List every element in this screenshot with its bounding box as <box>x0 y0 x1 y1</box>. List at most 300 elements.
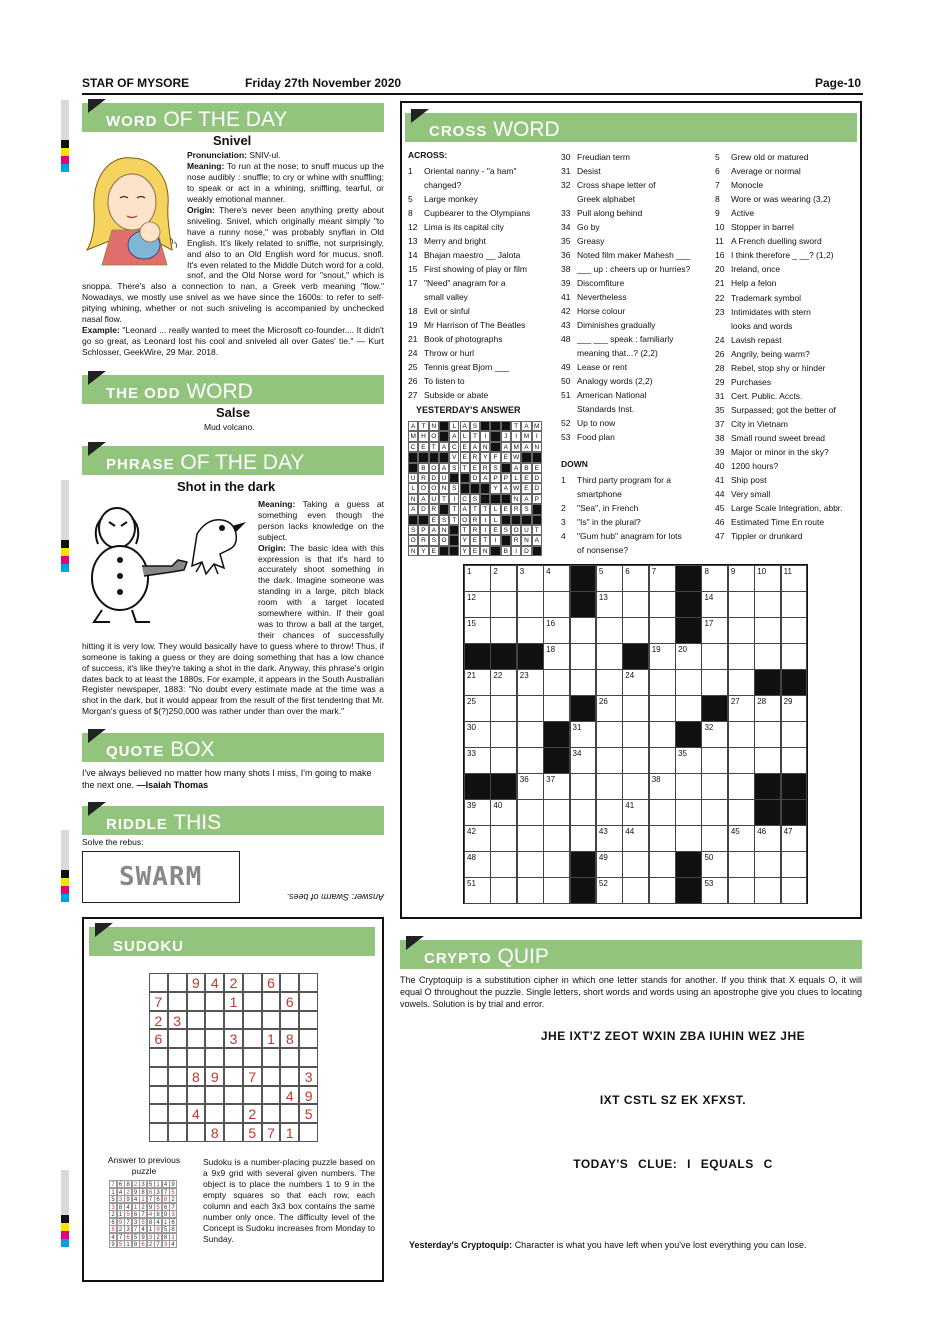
crossword-cell[interactable]: 23 <box>517 669 544 696</box>
crossword-cell[interactable]: 53 <box>701 877 728 904</box>
crossword-cell[interactable] <box>701 799 728 826</box>
sudoku-cell[interactable] <box>299 1048 318 1067</box>
sudoku-cell[interactable] <box>299 1011 318 1030</box>
crossword-cell[interactable] <box>570 825 597 852</box>
yesterday-cell: I <box>449 494 459 504</box>
crossword-cell[interactable] <box>622 695 649 722</box>
sudoku-cell: 9 <box>187 973 206 992</box>
down-label: DOWN <box>561 459 588 469</box>
crossword-cell[interactable]: 30 <box>464 721 491 748</box>
sudoku-cell[interactable] <box>262 1086 281 1105</box>
crossword-cell[interactable] <box>490 851 517 878</box>
crossword-cell[interactable]: 9 <box>728 565 755 592</box>
crossword-cell[interactable]: 41 <box>622 799 649 826</box>
crossword-cell[interactable] <box>570 617 597 644</box>
crossword-cell[interactable]: 10 <box>754 565 781 592</box>
crossword-cell[interactable] <box>701 773 728 800</box>
yesterday-cell: E <box>429 546 439 556</box>
yesterday-cell: A <box>418 494 428 504</box>
crossword-cell[interactable] <box>701 825 728 852</box>
clue-col3-6: 6 Average or normal <box>715 166 801 177</box>
corner-triangle-icon <box>95 923 113 937</box>
sudoku-cell[interactable] <box>168 1086 187 1105</box>
crossword-cell[interactable]: 37 <box>543 773 570 800</box>
yesterday-cell: A <box>460 421 470 431</box>
crossword-cell[interactable] <box>781 747 808 774</box>
crossword-cell[interactable] <box>596 669 623 696</box>
clue-col1-24: 24 Throw or hurl <box>408 348 475 358</box>
crossword-cell[interactable] <box>517 877 544 904</box>
crossword-cell[interactable]: 42 <box>464 825 491 852</box>
crossword-cell[interactable]: 4 <box>543 565 570 592</box>
crossword-cell[interactable] <box>596 773 623 800</box>
crossword-cell[interactable] <box>701 643 728 670</box>
sudoku-cell: 4 <box>187 1104 206 1123</box>
crossword-cell[interactable]: 49 <box>596 851 623 878</box>
crossword-cell[interactable] <box>570 669 597 696</box>
sudoku-cell[interactable] <box>224 1011 243 1030</box>
crossword-cell[interactable]: 45 <box>728 825 755 852</box>
sudoku-cell[interactable] <box>205 1086 224 1105</box>
yesterday-cell: R <box>470 515 480 525</box>
sudoku-cell[interactable] <box>205 992 224 1011</box>
sudoku-cell[interactable] <box>187 1029 206 1048</box>
crossword-cell[interactable] <box>649 669 676 696</box>
crossword-cell[interactable] <box>596 721 623 748</box>
crossword-cell[interactable] <box>517 799 544 826</box>
clue-col1-27: 27 Subside or abate <box>408 390 489 400</box>
crossword-cell[interactable] <box>728 591 755 618</box>
crossword-cell[interactable]: 46 <box>754 825 781 852</box>
clue-col3-23: 23 Intimidates with stern looks and words <box>715 306 811 331</box>
crossword-cell[interactable] <box>675 773 702 800</box>
yesterday-cell: M <box>511 442 521 452</box>
clue-col2a-35: 35 Greasy <box>561 236 605 246</box>
sudoku-cell[interactable] <box>205 1029 224 1048</box>
crossword-cell[interactable]: 1 <box>464 565 491 592</box>
crossword-cell[interactable] <box>490 617 517 644</box>
yesterday-answer-label: YESTERDAY'S ANSWER <box>416 405 521 415</box>
crossword-cell[interactable] <box>781 591 808 618</box>
clue-col3-28: 28 Rebel, stop shy or hinder <box>715 362 826 373</box>
crossword-cell[interactable] <box>543 669 570 696</box>
yesterday-cell: I <box>511 431 521 441</box>
crossword-cell[interactable]: 43 <box>596 825 623 852</box>
crossword-cell[interactable]: 19 <box>649 643 676 670</box>
sudoku-cell[interactable] <box>149 1048 168 1067</box>
crossword-block <box>570 565 597 592</box>
crossword-cell[interactable] <box>675 825 702 852</box>
crossword-cell[interactable] <box>596 747 623 774</box>
crossword-cell[interactable]: 50 <box>701 851 728 878</box>
crossword-cell[interactable]: 27 <box>728 695 755 722</box>
sudoku-cell[interactable] <box>168 973 187 992</box>
sudoku-answer-cell: 8 <box>124 1180 132 1188</box>
crossword-cell[interactable] <box>649 799 676 826</box>
crossword-cell[interactable] <box>596 617 623 644</box>
sudoku-cell[interactable] <box>299 1029 318 1048</box>
crossword-cell[interactable] <box>517 617 544 644</box>
corner-triangle-icon <box>406 936 424 950</box>
sudoku-cell[interactable] <box>168 1104 187 1123</box>
sudoku-answer-cell: 4 <box>124 1203 132 1211</box>
sudoku-cell[interactable] <box>299 1123 318 1142</box>
color-registration-mark <box>61 870 69 902</box>
yesterday-cell: Y <box>460 535 470 545</box>
crossword-cell[interactable] <box>517 591 544 618</box>
crossword-cell[interactable] <box>622 851 649 878</box>
yesterday-cell: U <box>408 473 418 483</box>
sudoku-cell[interactable] <box>280 1104 299 1123</box>
word-of-day-title: Snivel <box>213 133 252 148</box>
sudoku-cell[interactable] <box>168 1029 187 1048</box>
crossword-block <box>675 617 702 644</box>
crossword-cell[interactable] <box>728 851 755 878</box>
crossword-cell[interactable] <box>701 747 728 774</box>
sudoku-cell[interactable] <box>187 1048 206 1067</box>
sudoku-cell[interactable] <box>205 1048 224 1067</box>
crossword-cell[interactable]: 8 <box>701 565 728 592</box>
sudoku-answer-cell: 9 <box>169 1180 177 1188</box>
crossword-block <box>517 643 544 670</box>
clue-col1-8: 8 Cupbearer to the Olympians <box>408 208 531 218</box>
yesterday-cell: I <box>480 431 490 441</box>
crossword-cell[interactable]: 18 <box>543 643 570 670</box>
yesterday-cell: O <box>511 525 521 535</box>
crossword-cell[interactable] <box>490 721 517 748</box>
sudoku-answer-cell: 2 <box>147 1240 155 1248</box>
sudoku-cell[interactable] <box>149 1123 168 1142</box>
crossword-cell[interactable] <box>622 721 649 748</box>
crossword-cell[interactable] <box>649 695 676 722</box>
corner-triangle-icon <box>88 802 106 816</box>
crossword-cell[interactable]: 14 <box>701 591 728 618</box>
crossword-cell[interactable] <box>728 643 755 670</box>
crossword-cell[interactable] <box>622 773 649 800</box>
crossword-cell[interactable]: 31 <box>570 721 597 748</box>
crossword-cell[interactable]: 33 <box>464 747 491 774</box>
yesterday-cell <box>490 431 500 441</box>
crossword-cell[interactable] <box>675 695 702 722</box>
yesterday-cell <box>439 421 449 431</box>
sudoku-cell[interactable] <box>187 1123 206 1142</box>
yesterday-cell: A <box>439 463 449 473</box>
crossword-cell[interactable] <box>517 721 544 748</box>
yesterday-cell: S <box>470 421 480 431</box>
sudoku-cell[interactable] <box>224 1067 243 1086</box>
crossword-cell[interactable]: 2 <box>490 565 517 592</box>
crossword-cell[interactable] <box>728 669 755 696</box>
sudoku-answer-cell: 9 <box>117 1218 125 1226</box>
yesterday-cell: U <box>439 473 449 483</box>
yesterday-cell <box>532 546 542 556</box>
crossword-cell[interactable] <box>781 851 808 878</box>
sudoku-answer-cell: 7 <box>117 1233 125 1241</box>
crossword-cell[interactable]: 28 <box>754 695 781 722</box>
crossword-cell[interactable] <box>543 695 570 722</box>
crossword-cell[interactable]: 5 <box>596 565 623 592</box>
crossword-cell[interactable] <box>570 643 597 670</box>
sudoku-answer-cell: 5 <box>147 1180 155 1188</box>
crossword-cell[interactable] <box>596 799 623 826</box>
crossword-cell[interactable] <box>649 851 676 878</box>
sudoku-cell[interactable] <box>224 1048 243 1067</box>
crossword-cell[interactable]: 13 <box>596 591 623 618</box>
clue-col2b-4: 4 "Gum hub" anagram for lots of nonsense? <box>561 531 682 555</box>
sudoku-cell[interactable] <box>168 1048 187 1067</box>
clue-col3-38: 38 Small round sweet bread <box>715 433 826 443</box>
yesterday-cell: N <box>439 483 449 493</box>
sudoku-cell[interactable] <box>168 1067 187 1086</box>
sudoku-answer-cell: 2 <box>109 1210 117 1218</box>
sudoku-cell[interactable] <box>243 992 262 1011</box>
crossword-cell[interactable] <box>649 877 676 904</box>
sudoku-cell[interactable] <box>187 1011 206 1030</box>
clue-col3-26: 26 Angrily, being warm? <box>715 348 810 359</box>
crossword-cell[interactable]: 21 <box>464 669 491 696</box>
phrase-title: Shot in the dark <box>177 479 276 494</box>
crossword-block <box>781 799 808 826</box>
sudoku-answer-cell: 6 <box>147 1188 155 1196</box>
yesterday-cell: E <box>521 483 531 493</box>
crossword-cell[interactable]: 40 <box>490 799 517 826</box>
sudoku-answer-cell: 1 <box>132 1203 140 1211</box>
clue-col3-20: 20 Ireland, once <box>715 264 781 275</box>
crossword-cell[interactable] <box>543 851 570 878</box>
crossword-cell[interactable] <box>517 695 544 722</box>
sudoku-cell[interactable] <box>299 992 318 1011</box>
yesterday-cell: E <box>501 504 511 514</box>
crossword-cell[interactable] <box>781 617 808 644</box>
sudoku-cell[interactable] <box>243 1086 262 1105</box>
crossword-cell[interactable]: 35 <box>675 747 702 774</box>
crossword-cell[interactable]: 12 <box>464 591 491 618</box>
crossword-cell[interactable]: 25 <box>464 695 491 722</box>
crossword-cell[interactable]: 22 <box>490 669 517 696</box>
crossword-cell[interactable] <box>781 877 808 904</box>
yesterday-cell <box>439 504 449 514</box>
sudoku-cell[interactable] <box>280 1011 299 1030</box>
yesterday-cell: A <box>439 442 449 452</box>
crossword-grid[interactable] <box>463 564 808 904</box>
sudoku-cell[interactable] <box>280 973 299 992</box>
clue-col2a-49: 49 Lease or rent <box>561 362 628 372</box>
crossword-cell[interactable] <box>649 591 676 618</box>
sudoku-cell[interactable] <box>149 1067 168 1086</box>
crossword-cell[interactable]: 11 <box>781 565 808 592</box>
sudoku-cell[interactable] <box>243 973 262 992</box>
crossword-cell[interactable] <box>543 591 570 618</box>
sudoku-cell[interactable] <box>243 1011 262 1030</box>
crossword-cell[interactable] <box>754 617 781 644</box>
crossword-cell[interactable] <box>754 643 781 670</box>
crossword-cell[interactable]: 15 <box>464 617 491 644</box>
crossword-cell[interactable] <box>754 877 781 904</box>
crossword-block <box>701 695 728 722</box>
yesterday-cell: P <box>532 494 542 504</box>
sudoku-cell[interactable] <box>280 1048 299 1067</box>
sudoku-cell[interactable] <box>299 973 318 992</box>
crossword-cell[interactable]: 34 <box>570 747 597 774</box>
sudoku-answer-cell: 6 <box>117 1180 125 1188</box>
yesterday-cell: D <box>532 473 542 483</box>
crossword-cell[interactable] <box>754 747 781 774</box>
sudoku-cell[interactable] <box>243 1029 262 1048</box>
yesterday-cell: E <box>501 452 511 462</box>
clue-col1-1: 1 Oriental nanny - "a ham" changed? <box>408 166 517 190</box>
crossword-cell[interactable] <box>649 617 676 644</box>
crossword-cell[interactable] <box>754 721 781 748</box>
crossword-cell[interactable]: 7 <box>649 565 676 592</box>
crossword-cell[interactable]: 38 <box>649 773 676 800</box>
crossword-cell[interactable] <box>754 851 781 878</box>
crossword-cell[interactable] <box>543 877 570 904</box>
clue-col3-24: 24 Lavish repast <box>715 334 782 345</box>
crossword-cell[interactable]: 3 <box>517 565 544 592</box>
crossword-cell[interactable]: 51 <box>464 877 491 904</box>
crossword-cell[interactable] <box>728 877 755 904</box>
crossword-cell[interactable] <box>490 825 517 852</box>
crossword-cell[interactable] <box>543 825 570 852</box>
crossword-cell[interactable] <box>622 591 649 618</box>
crossword-cell[interactable] <box>622 747 649 774</box>
sudoku-answer-cell: 5 <box>169 1188 177 1196</box>
crossword-block <box>754 669 781 696</box>
sudoku-cell[interactable] <box>149 1104 168 1123</box>
crossword-block <box>675 877 702 904</box>
crossword-cell[interactable]: 17 <box>701 617 728 644</box>
crossword-cell[interactable] <box>754 591 781 618</box>
sudoku-cell[interactable] <box>224 1086 243 1105</box>
sudoku-cell[interactable] <box>243 1048 262 1067</box>
crossword-cell[interactable] <box>781 721 808 748</box>
crossword-cell[interactable] <box>570 799 597 826</box>
crossword-cell[interactable] <box>517 747 544 774</box>
crossword-cell[interactable]: 20 <box>675 643 702 670</box>
crossword-cell[interactable] <box>701 669 728 696</box>
clue-col3-7: 7 Monocle <box>715 180 764 191</box>
sudoku-cell[interactable] <box>205 1011 224 1030</box>
yesterday-cell: A <box>521 421 531 431</box>
crossword-cell[interactable] <box>649 721 676 748</box>
yesterday-cell <box>449 535 459 545</box>
sudoku-cell[interactable] <box>280 1067 299 1086</box>
crossword-cell[interactable] <box>728 721 755 748</box>
crossword-cell[interactable]: 39 <box>464 799 491 826</box>
sudoku-cell[interactable] <box>262 1104 281 1123</box>
crossword-cell[interactable]: 29 <box>781 695 808 722</box>
yesterday-cell <box>449 525 459 535</box>
yesterday-cell: E <box>490 525 500 535</box>
crossword-cell[interactable] <box>622 877 649 904</box>
crossword-cell[interactable]: 44 <box>622 825 649 852</box>
yesterday-cell: W <box>511 483 521 493</box>
crossword-block <box>543 747 570 774</box>
yesterday-cell <box>501 515 511 525</box>
sudoku-cell[interactable] <box>187 992 206 1011</box>
crossword-cell[interactable] <box>728 617 755 644</box>
sudoku-cell[interactable] <box>262 1011 281 1030</box>
crossword-cell[interactable] <box>596 643 623 670</box>
print-margin-strip <box>61 480 69 540</box>
crossword-cell[interactable]: 26 <box>596 695 623 722</box>
crossword-cell[interactable] <box>728 773 755 800</box>
sudoku-cell[interactable] <box>205 1104 224 1123</box>
crossword-cell[interactable] <box>728 799 755 826</box>
crossword-cell[interactable] <box>675 669 702 696</box>
yesterday-cell <box>480 483 490 493</box>
sudoku-cell[interactable] <box>168 992 187 1011</box>
sudoku-cell[interactable] <box>224 1104 243 1123</box>
clue-col2a-52: 52 Up to now <box>561 418 616 428</box>
crossword-cell[interactable]: 47 <box>781 825 808 852</box>
crossword-cell[interactable]: 32 <box>701 721 728 748</box>
crossword-cell[interactable] <box>490 695 517 722</box>
sudoku-cell[interactable] <box>187 1086 206 1105</box>
sudoku-answer-cell: 2 <box>117 1225 125 1233</box>
yesterday-cell: T <box>470 431 480 441</box>
yesterday-cell: N <box>439 525 449 535</box>
crossword-cell[interactable]: 24 <box>622 669 649 696</box>
yesterday-cell: L <box>490 515 500 525</box>
crossword-cell[interactable] <box>649 825 676 852</box>
crossword-cell[interactable] <box>781 643 808 670</box>
crossword-cell[interactable] <box>675 799 702 826</box>
sudoku-cell[interactable] <box>262 1067 281 1086</box>
crossword-cell[interactable] <box>517 825 544 852</box>
crossword-cell[interactable] <box>490 747 517 774</box>
crossword-cell[interactable]: 52 <box>596 877 623 904</box>
sudoku-answer-cell: 8 <box>132 1240 140 1248</box>
sudoku-cell[interactable] <box>149 973 168 992</box>
yesterday-cell: E <box>532 463 542 473</box>
crossword-cell[interactable] <box>490 877 517 904</box>
sudoku-answer-cell: 8 <box>154 1210 162 1218</box>
yesterday-cell: R <box>480 463 490 473</box>
crossword-cell[interactable] <box>622 617 649 644</box>
clue-col3-16: 16 I think therefore _ __? (1,2) <box>715 250 834 261</box>
sudoku-cell[interactable] <box>262 992 281 1011</box>
crossword-cell[interactable] <box>490 591 517 618</box>
crossword-cell[interactable] <box>649 747 676 774</box>
clue-col3-44: 44 Very small <box>715 489 771 500</box>
sudoku-cell[interactable] <box>262 1048 281 1067</box>
crossword-cell[interactable] <box>517 851 544 878</box>
clue-col2a-36: 36 Noted film maker Mahesh ___ <box>561 250 691 260</box>
sudoku-cell[interactable] <box>224 1123 243 1142</box>
sudoku-answer-cell: 6 <box>154 1195 162 1203</box>
yesterday-cell: I <box>480 525 490 535</box>
yesterday-cell: D <box>470 473 480 483</box>
sudoku-answer-cell: 9 <box>162 1210 170 1218</box>
clue-col1-25: 25 Tennis great Bjorn ___ <box>408 362 510 372</box>
crossword-cell[interactable] <box>543 799 570 826</box>
crossword-cell[interactable]: 16 <box>543 617 570 644</box>
sudoku-answer-cell: 3 <box>124 1225 132 1233</box>
crossword-cell[interactable]: 36 <box>517 773 544 800</box>
crossword-cell[interactable] <box>728 747 755 774</box>
crossword-cell[interactable] <box>570 773 597 800</box>
yesterday-cell: S <box>408 525 418 535</box>
yesterday-cell <box>511 515 521 525</box>
crossword-cell[interactable]: 48 <box>464 851 491 878</box>
yesterday-cell: Y <box>418 546 428 556</box>
yesterday-cell: A <box>501 442 511 452</box>
yesterday-cell: A <box>511 463 521 473</box>
crossword-cell[interactable]: 6 <box>622 565 649 592</box>
sudoku-cell[interactable] <box>168 1123 187 1142</box>
sudoku-cell[interactable] <box>149 1086 168 1105</box>
